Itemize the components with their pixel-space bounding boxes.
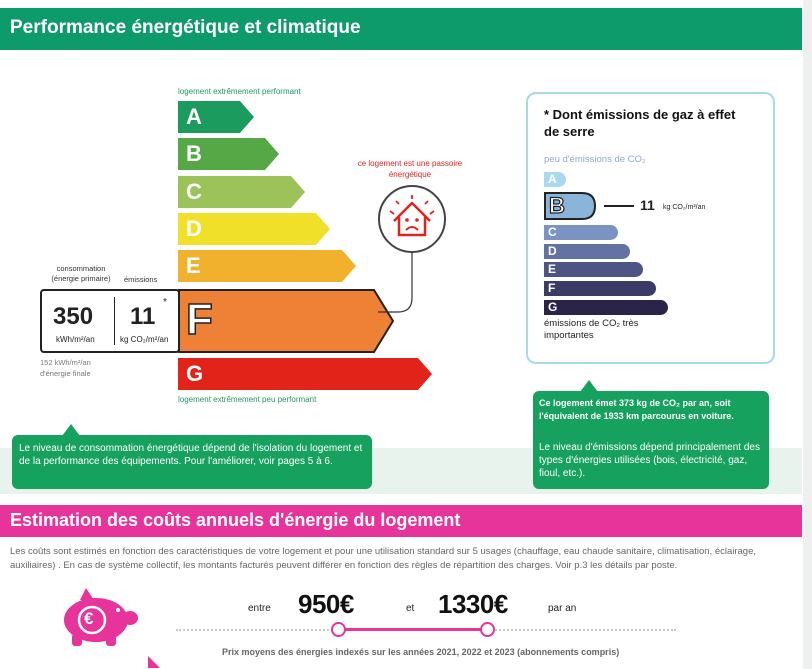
- divider: [114, 297, 115, 345]
- ges-class-f: [544, 281, 656, 296]
- ges-class-letter: E: [548, 262, 557, 276]
- passoire-house-icon: [378, 185, 446, 253]
- dpe-class-b: [178, 138, 279, 170]
- ges-top-label: peu d'émissions de CO₂: [544, 154, 646, 165]
- dpe-class-letter: F: [186, 295, 213, 344]
- callout-bold-text: Ce logement émet 373 kg de CO₂ par an, soit l'équivalent de 1933 km parcourus en voiture.: [539, 398, 734, 421]
- cost-footnote: Prix moyens des énergies indexés sur les années 2021, 2022 et 2023 (abonnements compris): [222, 647, 620, 657]
- costs-intro: Les coûts sont estimés en fonction des caractéristiques de votre logement et pour une utilisation standard sur 5 usages (chauffage, eau chaude sanitaire, climatisation, éclairage, auxiliaires) . En cas de système collectif, les montants facturés peuvent différer en fonction des règles de répartition des charges. Voir p.3 les détails par poste.: [10, 546, 757, 571]
- cost-min-marker: [331, 622, 346, 637]
- ges-class-letter: D: [548, 244, 557, 258]
- emissions-unit: kg CO₂/m²/an: [120, 335, 169, 344]
- dpe-top-label: logement extrêmement performant: [178, 87, 301, 96]
- ges-class-letter: F: [548, 281, 556, 295]
- emissions-header: émissions: [124, 275, 158, 284]
- callout-pointer: [62, 424, 80, 436]
- ges-value: 11: [640, 197, 655, 213]
- ges-bottom-label: émissions de CO₂ très importantes: [544, 318, 639, 341]
- ges-unit: kg CO₂/m²/an: [663, 204, 706, 211]
- callout-text: Le niveau d'émissions dépend principalement des types d'énergies utilisées (bois, électricité, gaz, fioul, etc.).: [539, 442, 760, 479]
- ges-class-letter: G: [548, 300, 558, 314]
- cost-range-bar: [338, 628, 487, 631]
- cost-and-label: et: [406, 603, 415, 614]
- final-energy-note: 152 kWh/m²/an d'énergie finale: [40, 358, 91, 378]
- dpe-class-g: [178, 358, 432, 390]
- dpe-class-letter: E: [186, 253, 201, 278]
- section-title: Performance énergétique et climatique: [10, 17, 361, 38]
- dpe-class-a: [178, 101, 254, 133]
- consumption-box: [40, 289, 180, 353]
- consumption-header: consommation (énergie primaire): [51, 264, 111, 283]
- arrow-marker-icon: [148, 656, 162, 669]
- ges-class-letter: A: [548, 172, 557, 186]
- emissions-star: *: [163, 297, 167, 308]
- ges-class-letter: B: [549, 193, 565, 218]
- cost-per-year-label: par an: [548, 603, 577, 614]
- dpe-class-e: [178, 250, 356, 282]
- consumption-unit: kWh/m²/an: [56, 335, 95, 344]
- cost-min-value: 950€: [298, 589, 354, 619]
- dpe-class-letter: A: [186, 104, 202, 129]
- dpe-class-letter: C: [186, 179, 202, 204]
- callout-emissions: [533, 391, 769, 489]
- dpe-class-letter: B: [186, 141, 202, 166]
- dpe-class-f: [178, 289, 394, 353]
- ges-class-d: [544, 244, 630, 259]
- section-title: Estimation des coûts annuels d'énergie du logement: [10, 510, 461, 530]
- callout-text: Le niveau de consommation énergétique dépend de l'isolation du logement et de la performance des équipements. Pour l'améliorer, voir pages 5 à 6.: [19, 443, 363, 467]
- section-header-performance: [0, 8, 802, 50]
- ges-class-b: [544, 192, 596, 220]
- dpe-class-letter: G: [186, 361, 204, 386]
- cost-max-marker: [480, 622, 495, 637]
- ges-class-c: [544, 225, 618, 240]
- piggy-bank-icon: [56, 586, 140, 648]
- emissions-value: 11: [130, 303, 156, 330]
- passoire-connector: [372, 250, 422, 320]
- ges-pointer-line: [604, 205, 634, 207]
- dpe-class-letter: D: [186, 216, 202, 241]
- cost-max-value: 1330€: [438, 589, 508, 619]
- dpe-bottom-label: logement extrêmement peu performant: [178, 395, 317, 404]
- callout-consumption: [12, 435, 372, 489]
- consumption-value: 350: [53, 303, 94, 330]
- dpe-class-d: [178, 213, 330, 245]
- passoire-label: ce logement est une passoire énergétique: [357, 159, 463, 179]
- piggy-euro-symbol: €: [84, 609, 94, 628]
- ges-class-a: [544, 172, 566, 187]
- ges-class-g: [544, 300, 668, 315]
- ges-class-letter: C: [548, 225, 557, 239]
- dpe-class-c: [178, 176, 305, 208]
- page-edge: [803, 0, 812, 669]
- cost-between-label: entre: [248, 603, 271, 614]
- ges-title: * Dont émissions de gaz à effet de serre: [544, 107, 736, 139]
- ges-class-e: [544, 262, 643, 277]
- section-header-costs: [0, 505, 802, 537]
- callout-pointer: [580, 380, 598, 392]
